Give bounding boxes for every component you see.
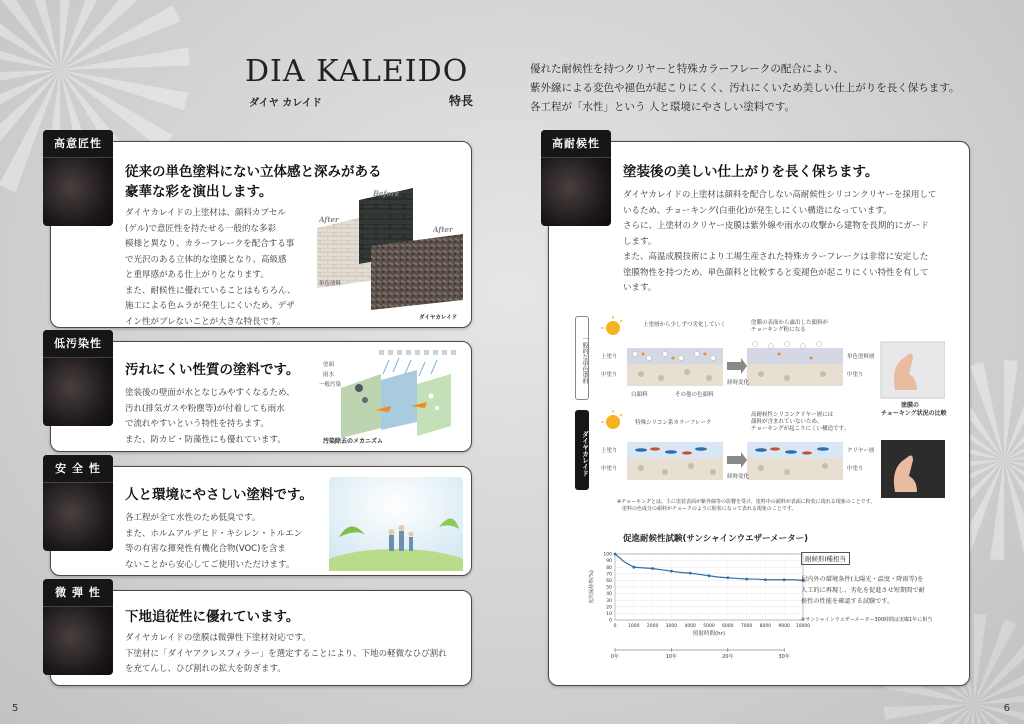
section-tag: 安 全 性 bbox=[43, 455, 113, 551]
card-safety bbox=[50, 462, 472, 576]
before-after-illustration bbox=[313, 184, 468, 322]
card-low-stain bbox=[50, 337, 472, 452]
feature-label: 特長 bbox=[448, 94, 473, 108]
card-body: ダイヤカレイドの上塗材は、顔料カプセル (ゲル)で意匠性を持たせる一般的な多彩 模様と異なり、カラーフレークを配合する事 で光沢のある立体的な塗膜となり、高級感 と重厚感がある仕上がりとなります。 また、耐候性に優れていることはもちろん、 施工による色ムラが発生しにくいため、デザ イン性がブレないことが大きな特長です。 bbox=[125, 208, 296, 327]
card-title: 下地追従性に優れています。 bbox=[125, 609, 300, 625]
intro-text: 優れた耐候性を持つクリヤーと特殊カラーフレークの配合により、 紫外線による変色や褪色が起こりにくく、汚れにくいため美しい仕上がりを長く保ちます。 各工程が「水性」という 人と環境にやさしい塗料です。 bbox=[530, 63, 960, 113]
x-tick-label: 9000 bbox=[778, 624, 790, 629]
label-dia-kaleido: ダイヤカレイド bbox=[575, 410, 589, 490]
x-tick-label: 0 bbox=[613, 624, 617, 629]
card-elastic bbox=[50, 586, 472, 686]
svg-text:After: After bbox=[433, 225, 453, 234]
data-point bbox=[614, 553, 617, 556]
y-tick-label: 30 bbox=[606, 598, 612, 604]
svg-text:After: After bbox=[319, 215, 339, 224]
card-title: 塗装後の美しい仕上がりを長く保ちます。 bbox=[623, 164, 879, 180]
y-tick-label: 90 bbox=[606, 559, 612, 565]
svg-text:汚染除去のメカニズム: 汚染除去のメカニズム bbox=[323, 438, 384, 445]
weathering-line-chart bbox=[583, 546, 813, 668]
years-tick-label: 0年 bbox=[610, 654, 620, 660]
card-body: ダイヤカレイドの上塗材は顔料を配合しない高耐候性シリコンクリヤーを採用して いるため、チョーキング(白亜化)が発生しにくい構造になっています。 さらに、上塗材のクリヤー皮膜は紫外線や雨水の攻撃から建物を長期的にガード します。 また、高温成膜技術により工場生産された特殊カラーフレークは非常に安定した 塗膜物性を持つため、単色顔料と比較すると変褪色が起こりにくい特性を有して います。 bbox=[623, 190, 937, 293]
stain-mechanism-illustration bbox=[319, 350, 464, 446]
brand-title: DIA KALEIDO bbox=[245, 54, 469, 89]
x-tick-label: 10000 bbox=[795, 624, 811, 629]
svg-text:Before: Before bbox=[373, 189, 400, 198]
data-point bbox=[670, 570, 673, 573]
y-tick-label: 80 bbox=[606, 565, 612, 571]
chalking-diagram: 一般的な単色塗料 ダイヤカレイド 上塗層から少しずつ劣化していく 塗膜の表面から露出した顔料が チョーキング粉になる 上塗り 中塗り 経時変化 単色塗料層 中塗り 白顔料 その他の色顔料 特殊シリコン系カラーフレーク 高耐候性シリコンクリヤー層には 顔料が含まれていないため、 チョーキングが起こりにくい構造です。 上塗り 中塗り 経時変化 クリヤー層 中塗り 塗膜の チョーキング状況の比較 ※チョーキングとは、主に塗装表面が紫外線等の影響を受け、塗料中の顔料が表面に粉状に現れる現象のことです。 塗料の色成分の顔料がチョークのように粉状になって表れる現象のことです。 bbox=[575, 314, 945, 514]
x-tick-label: 1000 bbox=[628, 624, 640, 629]
y-tick-label: 10 bbox=[606, 612, 612, 617]
years-tick-label: 10年 bbox=[665, 654, 678, 660]
data-point bbox=[726, 576, 729, 579]
data-point bbox=[745, 578, 748, 581]
page-number-left: 5 bbox=[12, 703, 19, 714]
x-tick-label: 5000 bbox=[703, 624, 715, 629]
data-point bbox=[651, 567, 654, 570]
x-axis-label: 照射時間(hr) bbox=[692, 631, 726, 637]
section-tag: 低汚染性 bbox=[43, 330, 113, 426]
section-tag: 高耐候性 bbox=[541, 130, 611, 226]
y-tick-label: 100 bbox=[603, 552, 612, 558]
layer-comparison-svg bbox=[591, 314, 945, 500]
y-tick-label: 20 bbox=[606, 605, 612, 611]
data-point bbox=[689, 572, 692, 575]
data-point bbox=[764, 578, 767, 581]
card-body: 各工程が全て水性のため低臭です。 また、ホルムアルデヒド・キシレン・トルエン 等の有害な揮発性有機化合物(VOC)を含ま ないことから安心してご使用いただけます。 bbox=[125, 513, 303, 570]
years-tick-label: 30年 bbox=[778, 654, 790, 660]
years-tick-label: 20年 bbox=[722, 654, 734, 660]
y-tick-label: 60 bbox=[606, 579, 612, 584]
label-general-paint: 一般的な単色塗料 bbox=[575, 316, 589, 400]
svg-text:塗面: 塗面 bbox=[323, 362, 335, 368]
svg-text:一般汚染: 一般汚染 bbox=[319, 382, 342, 388]
y-axis-label: 光沢保持率(%) bbox=[589, 570, 595, 604]
section-tag: 高意匠性 bbox=[43, 130, 113, 226]
grade-label: 耐候形Ⅰ種相当 bbox=[801, 552, 850, 565]
section-tag: 微 弾 性 bbox=[43, 579, 113, 675]
x-tick-label: 4000 bbox=[684, 624, 696, 629]
y-tick-label: 40 bbox=[606, 592, 612, 598]
y-tick-label: 70 bbox=[606, 572, 612, 578]
x-tick-label: 3000 bbox=[665, 624, 678, 629]
svg-text:単色塗料: 単色塗料 bbox=[319, 281, 342, 287]
x-tick-label: 8000 bbox=[759, 624, 772, 629]
x-tick-label: 2000 bbox=[646, 624, 659, 629]
page-number-right: 6 bbox=[1003, 703, 1010, 714]
svg-text:ダイヤカレイド: ダイヤカレイド bbox=[419, 315, 458, 321]
chart-title: 促進耐候性試験(サンシャインウエザーメーター) bbox=[623, 534, 809, 544]
card-body: ダイヤカレイドの塗膜は微弾性下塗材対応です。 下塗材に「ダイヤアクレスフィラー」を選定することにより、下地の軽微なひび割れ を充てんし、ひび割れの拡大を防ぎます。 bbox=[125, 633, 447, 674]
x-tick-label: 7000 bbox=[740, 624, 753, 629]
card-body: 塗装後の壁面が水となじみやすくなるため、 汚れ(排気ガスや粉塵等)が付着しても雨水 で流れやすいという特性を持ちます。 また、防カビ・防藻性にも優れています。 bbox=[125, 388, 295, 445]
data-point bbox=[783, 578, 786, 581]
family-illustration bbox=[329, 477, 463, 571]
y-tick-label: 0 bbox=[609, 618, 612, 624]
card-title: 人と環境にやさしい塗料です。 bbox=[125, 487, 313, 503]
data-point bbox=[708, 574, 711, 577]
svg-text:雨水: 雨水 bbox=[323, 372, 335, 378]
chart-note-small: ※サンシャインウエザーメーター300時間は実曝1年に相当 bbox=[801, 617, 933, 623]
brand-header bbox=[245, 54, 477, 109]
brand-kana: ダイヤ カレイド bbox=[249, 98, 322, 109]
card-high-design bbox=[50, 137, 472, 328]
x-tick-label: 6000 bbox=[722, 624, 734, 629]
card-title: 従来の単色塗料にない立体感と深みがある 豪華な彩を演出します。 bbox=[125, 164, 382, 200]
y-tick-label: 50 bbox=[606, 585, 612, 591]
card-weather-resistance bbox=[548, 137, 970, 686]
card-title: 汚れにくい性質の塗料です。 bbox=[125, 362, 300, 378]
data-point bbox=[632, 566, 635, 569]
chart-note: 屋内外の環境条件(太陽光・温度・降雨等)を 人工的に再現し、劣化を促進させ短期間で耐 候性の性能を確認する試験です。 bbox=[801, 576, 925, 605]
